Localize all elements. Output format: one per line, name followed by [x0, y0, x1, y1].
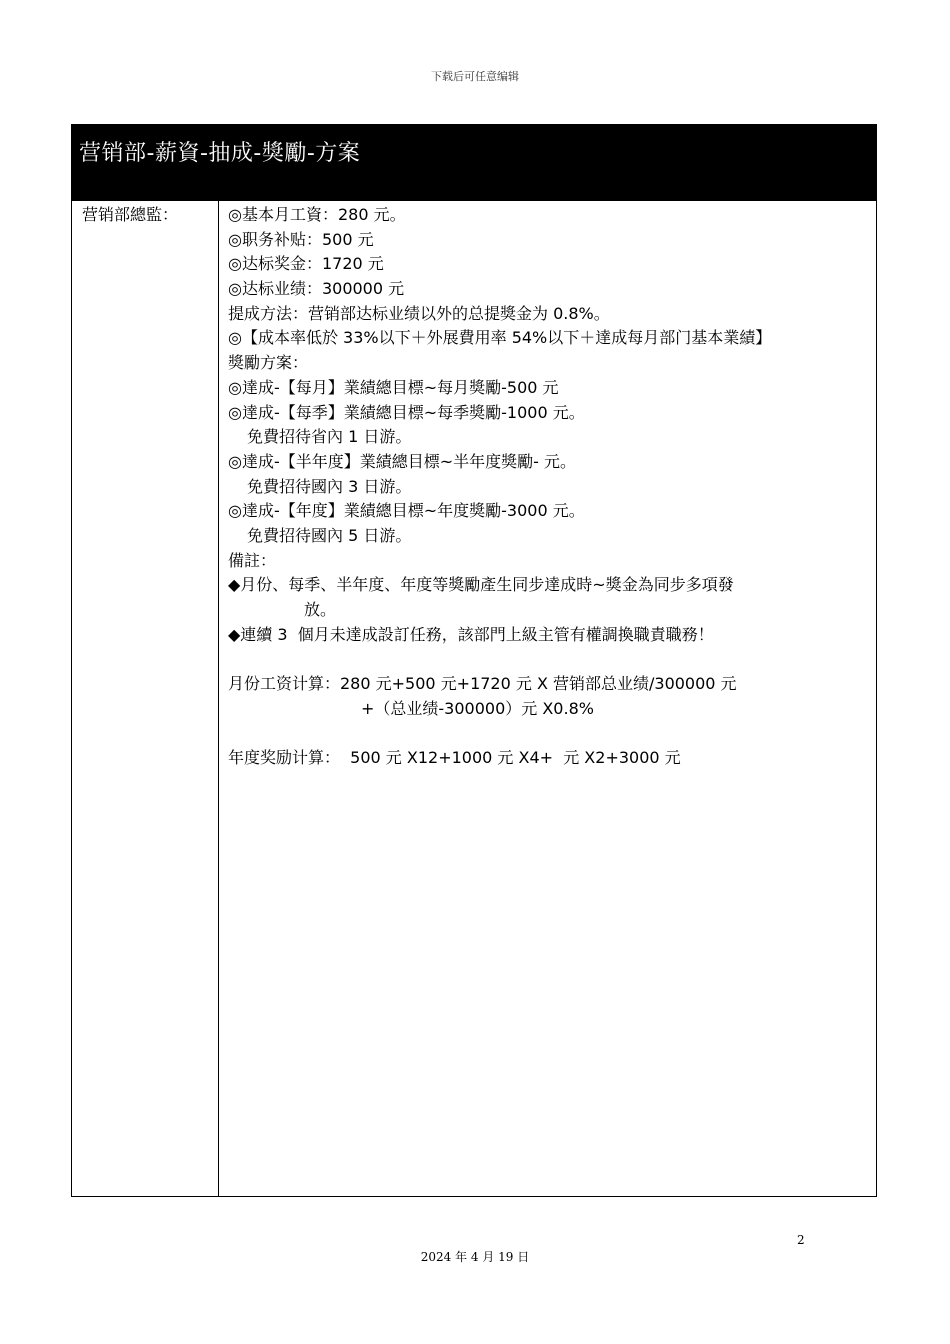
half-year-reward-line: ◎達成-【半年度】業績總目標~半年度獎勵- 元。: [228, 451, 577, 471]
monthly-reward-line: ◎達成-【每月】業績總目標~每月獎勵-500 元: [228, 377, 559, 397]
page-number: 2: [797, 1233, 805, 1247]
page-header-note: 下载后可任意编辑: [431, 70, 519, 83]
row-content-plan: [219, 201, 876, 1196]
conditions-line: ◎【成本率低於 33%以下＋外展費用率 54%以下＋達成每月部门基本業績】: [228, 328, 772, 348]
quarterly-trip-line: 免費招待省內 1 日游。: [247, 427, 412, 447]
remark-simultaneous-continued: 放。: [304, 600, 337, 619]
plan-table: [71, 124, 877, 1197]
base-salary-line: ◎基本月工資：280 元。: [228, 205, 406, 224]
reward-plan-heading: 獎勵方案：: [228, 353, 309, 373]
spacer: [228, 647, 876, 672]
commission-method-line: 提成方法：营销部达标业绩以外的总提獎金为 0.8%。: [228, 303, 610, 323]
annual-trip-line: 免費招待國內 5 日游。: [247, 525, 412, 545]
remark-consecutive-line: ◆連續 3 個月未達成設訂任務，該部門上級主管有權調換職責職務！: [228, 624, 714, 644]
half-year-trip-line: 免費招待國內 3 日游。: [247, 476, 412, 496]
monthly-salary-formula: 月份工资计算：280 元+500 元+1720 元 X 营销部总业绩/300000 元: [228, 674, 737, 694]
page-date: 2024 年 4 月 19 日: [420, 1250, 530, 1264]
job-allowance-line: ◎职务补贴：500 元: [228, 229, 374, 249]
table-title: 营销部-薪資-抽成-獎勵-方案: [72, 125, 876, 201]
spacer: [228, 721, 876, 746]
quarterly-reward-line: ◎達成-【每季】業績總目標~每季獎勵-1000 元。: [228, 402, 585, 422]
monthly-salary-formula-continued: +（总业绩-300000）元 X0.8%: [361, 698, 594, 718]
remark-simultaneous-line: ◆月份、每季、半年度、年度等獎勵產生同步達成時~獎金為同步多項發: [228, 575, 734, 595]
target-performance-line: ◎达标业绩：300000 元: [228, 279, 405, 299]
annual-reward-formula: 年度奖励计算： 500 元 X12+1000 元 X4+ 元 X2+3000 元: [228, 748, 681, 768]
target-bonus-line: ◎达标奖金：1720 元: [228, 254, 384, 274]
row-label-director: 营销部總監：: [72, 201, 219, 1196]
remarks-heading: 備註：: [228, 550, 277, 570]
annual-reward-line: ◎達成-【年度】業績總目標~年度獎勵-3000 元。: [228, 501, 585, 521]
